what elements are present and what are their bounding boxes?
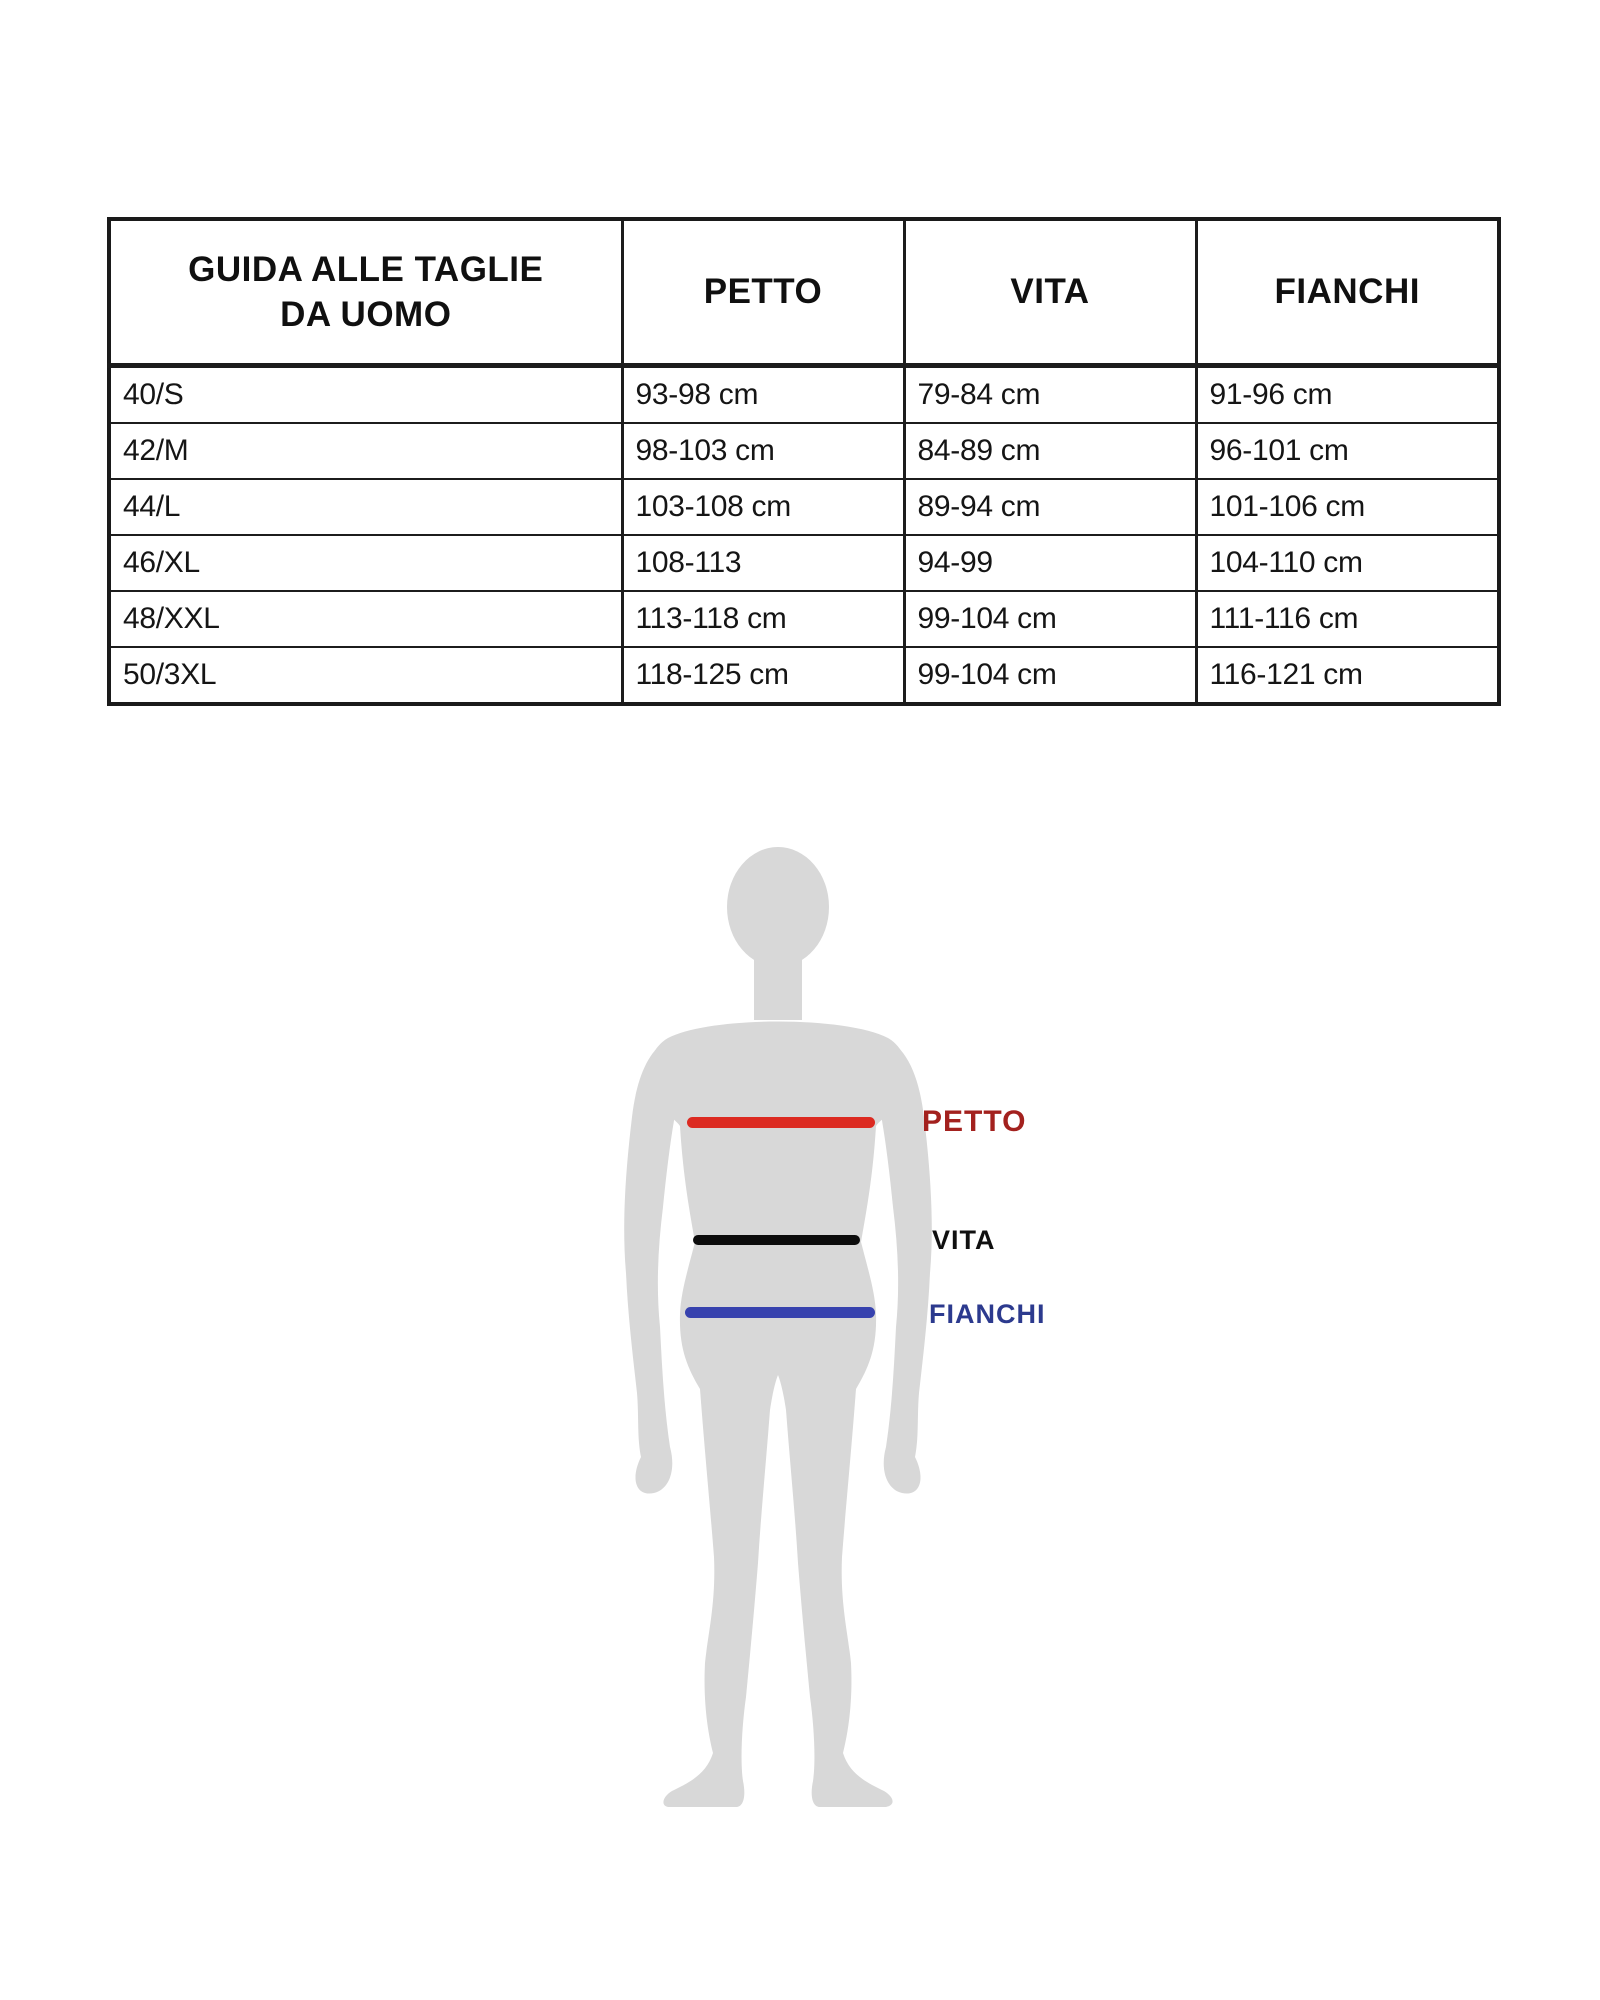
measurement-cell: 113-118 cm bbox=[622, 591, 904, 647]
fianchi-measure-line bbox=[685, 1307, 875, 1318]
measurement-cell: 99-104 cm bbox=[904, 647, 1196, 704]
measurement-cell: 84-89 cm bbox=[904, 423, 1196, 479]
petto-label: PETTO bbox=[922, 1105, 1027, 1138]
size-cell: 40/S bbox=[109, 366, 622, 424]
measurement-cell: 93-98 cm bbox=[622, 366, 904, 424]
table-row bbox=[109, 647, 1499, 704]
table-title-line1: GUIDA ALLE TAGLIE bbox=[188, 249, 544, 289]
petto-measure-line bbox=[687, 1117, 875, 1128]
measurement-cell: 101-106 cm bbox=[1196, 479, 1499, 535]
table-row bbox=[109, 535, 1499, 591]
measurement-cell: 111-116 cm bbox=[1196, 591, 1499, 647]
size-cell: 50/3XL bbox=[109, 647, 622, 704]
column-header-fianchi: FIANCHI bbox=[1196, 219, 1499, 366]
measurement-cell: 94-99 bbox=[904, 535, 1196, 591]
table-title-line2: DA UOMO bbox=[280, 295, 452, 334]
size-table-body bbox=[109, 366, 1499, 705]
measurement-cell: 79-84 cm bbox=[904, 366, 1196, 424]
fianchi-label: FIANCHI bbox=[929, 1299, 1046, 1329]
measurement-cell: 96-101 cm bbox=[1196, 423, 1499, 479]
size-cell: 48/XXL bbox=[109, 591, 622, 647]
measurement-cell: 116-121 cm bbox=[1196, 647, 1499, 704]
measurement-cell: 108-113 bbox=[622, 535, 904, 591]
measurement-cell: 89-94 cm bbox=[904, 479, 1196, 535]
table-row bbox=[109, 423, 1499, 479]
column-header-vita: VITA bbox=[904, 219, 1196, 366]
table-row bbox=[109, 479, 1499, 535]
man-front-silhouette-icon bbox=[610, 845, 946, 1815]
column-header-petto: PETTO bbox=[622, 219, 904, 366]
size-cell: 46/XL bbox=[109, 535, 622, 591]
vita-label: VITA bbox=[932, 1225, 996, 1255]
measurement-cell: 98-103 cm bbox=[622, 423, 904, 479]
measurement-cell: 103-108 cm bbox=[622, 479, 904, 535]
size-guide-table bbox=[107, 217, 1501, 706]
measurement-cell: 104-110 cm bbox=[1196, 535, 1499, 591]
size-cell: 42/M bbox=[109, 423, 622, 479]
man-silhouette bbox=[610, 845, 946, 1815]
table-header-row bbox=[109, 219, 1499, 366]
table-row bbox=[109, 366, 1499, 424]
measurement-cell: 91-96 cm bbox=[1196, 366, 1499, 424]
vita-measure-line bbox=[693, 1235, 860, 1245]
table-title-cell bbox=[109, 219, 622, 366]
size-cell: 44/L bbox=[109, 479, 622, 535]
measurement-cell: 118-125 cm bbox=[622, 647, 904, 704]
measurement-cell: 99-104 cm bbox=[904, 591, 1196, 647]
table-row bbox=[109, 591, 1499, 647]
